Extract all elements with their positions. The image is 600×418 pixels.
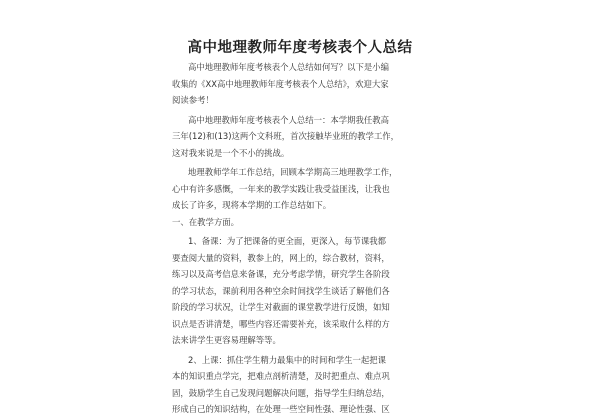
- text-line: 高中地理教师年度考核表个人总结一：本学期我任教高: [188, 114, 389, 125]
- paragraph-summary-one: [172, 112, 417, 162]
- text-line: 阅读参考！: [172, 95, 214, 105]
- section-heading-teaching: [172, 214, 417, 231]
- paragraph-in-class: [172, 352, 417, 418]
- text-line: 三年(12)和(13)这两个文科班，首次接触毕业班的教学工作，: [172, 131, 400, 141]
- text-line: 地理教师学年工作总结，回顾本学期高三地理教学工作，: [188, 167, 398, 177]
- text-line: 这对我来说是一个不小的挑战。: [172, 147, 290, 158]
- text-line: 成长了许多，现将本学期的工作总结如下。: [172, 200, 332, 210]
- text-line: 识点是否讲清楚，哪些内容还需要补充，该采取什么样的方: [172, 318, 390, 329]
- text-line: 1、备课：为了把课备的更全面，更深入，每节课我都: [188, 236, 386, 246]
- paragraph-intro: [172, 59, 417, 109]
- paragraph-review: [172, 164, 417, 214]
- document-title: 高中地理教师年度考核表个人总结: [187, 40, 413, 56]
- text-line: 要查阅大量的资料，教参上的，网上的，综合教材，资料，: [172, 252, 390, 263]
- text-line: 阶段的学习状况，让学生对截面的课堂教学进行反馈，如知: [172, 302, 390, 312]
- paragraph-lesson-prep: [172, 233, 417, 349]
- text-line: 高中地理教师年度考核表个人总结如何写？以下是小编: [188, 62, 389, 72]
- text-line: 2、上课：抓住学生精力最集中的时间和学生一起把课: [188, 354, 386, 365]
- text-line: 法来讲学生更容易理解等等。: [172, 335, 281, 345]
- text-line: 练习以及高考信息来备课，充分考虑学情，研究学生各阶段: [172, 269, 390, 279]
- text-line: 收集的《XX高中地理教师年度考核表个人总结》，欢迎大家: [172, 78, 389, 89]
- text-line: 的学习状态，课前利用各种空余时间找学生谈话了解他们各: [172, 285, 390, 296]
- text-line: 心中有许多感慨，一年来的教学实践让我受益匪浅，让我也: [172, 183, 390, 194]
- text-line: 固，鼓励学生自己发现问题解决问题，指导学生归纳总结，: [172, 387, 390, 398]
- text-line: 形成自己的知识结构，在处理一些空间性强、理论性强、区: [172, 404, 390, 414]
- document-body: [172, 59, 417, 418]
- text-line: 一、在教学方面。: [172, 216, 239, 227]
- text-line: 本的知识重点学完，把难点剖析清楚，及时把重点、难点巩: [172, 371, 390, 381]
